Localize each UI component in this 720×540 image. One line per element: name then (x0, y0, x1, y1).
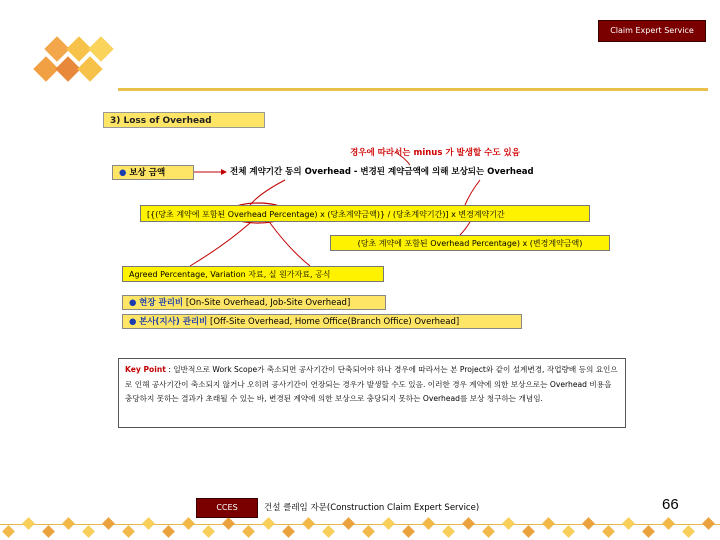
header-badge: Claim Expert Service (598, 20, 706, 42)
page-number: 66 (662, 496, 679, 513)
footer-badge: CCES (196, 498, 258, 518)
compensation-label-text: 보상 금액 (129, 168, 166, 178)
overhead-type-name: 본사(지사) 관리비 (139, 317, 208, 327)
key-point-text: : 일반적으로 Work Scope가 축소되면 공사기간이 단축되어야 하나 경우에 따라서는 본 Project와 같이 설계변경, 작업량배 등의 요인으로 인해 공사기간이 축소되지 않거나 오히려 공사기간이 연장되는 경우가 발생할 수도 있음. 이러한 경우 계약에 의한 보상으로는 Overhead 비용을 충당하지 못하는 결과가 초래될 수 있는 바, 변경된 계약에 의한 보상으로 충당되지 못하는 Overhead를 보상 청구하는 개념임. (125, 365, 618, 403)
overhead-type-desc: [On-Site Overhead, Job-Site Overhead] (185, 298, 351, 308)
section-title: 3) Loss of Overhead (103, 112, 265, 128)
overhead-type-offsite (122, 314, 522, 329)
overhead-type-onsite (122, 295, 386, 310)
minus-note: 경우에 따라서는 minus 가 발생할 수도 있음 (350, 148, 520, 158)
bullet-icon: ● (119, 168, 127, 178)
bullet-icon: ● (129, 298, 137, 308)
bullet-icon: ● (129, 317, 137, 327)
percentage-sources: Agreed Percentage, Variation 자료, 실 원가자료, 공식 (122, 266, 384, 282)
overhead-type-name: 현장 관리비 (139, 298, 184, 308)
compensation-definition: 전체 계약기간 동의 Overhead - 변경된 계약금액에 의해 보상되는 Overhead (230, 167, 534, 177)
formula-changed-overhead: (당초 계약에 포함된 Overhead Percentage) x (변경계약금액) (330, 235, 610, 251)
key-point-label: Key Point (125, 365, 166, 374)
key-point-box (118, 358, 626, 428)
footer-text: 건설 클레임 자문(Construction Claim Expert Service) (264, 503, 480, 513)
formula-original-overhead: [{(당초 계약에 포함된 Overhead Percentage) x (당초계약금액)} / (당초계약기간)] x 변경계약기간 (140, 205, 590, 222)
overhead-type-desc: [Off-Site Overhead, Home Office(Branch Office) Overhead] (210, 317, 460, 327)
